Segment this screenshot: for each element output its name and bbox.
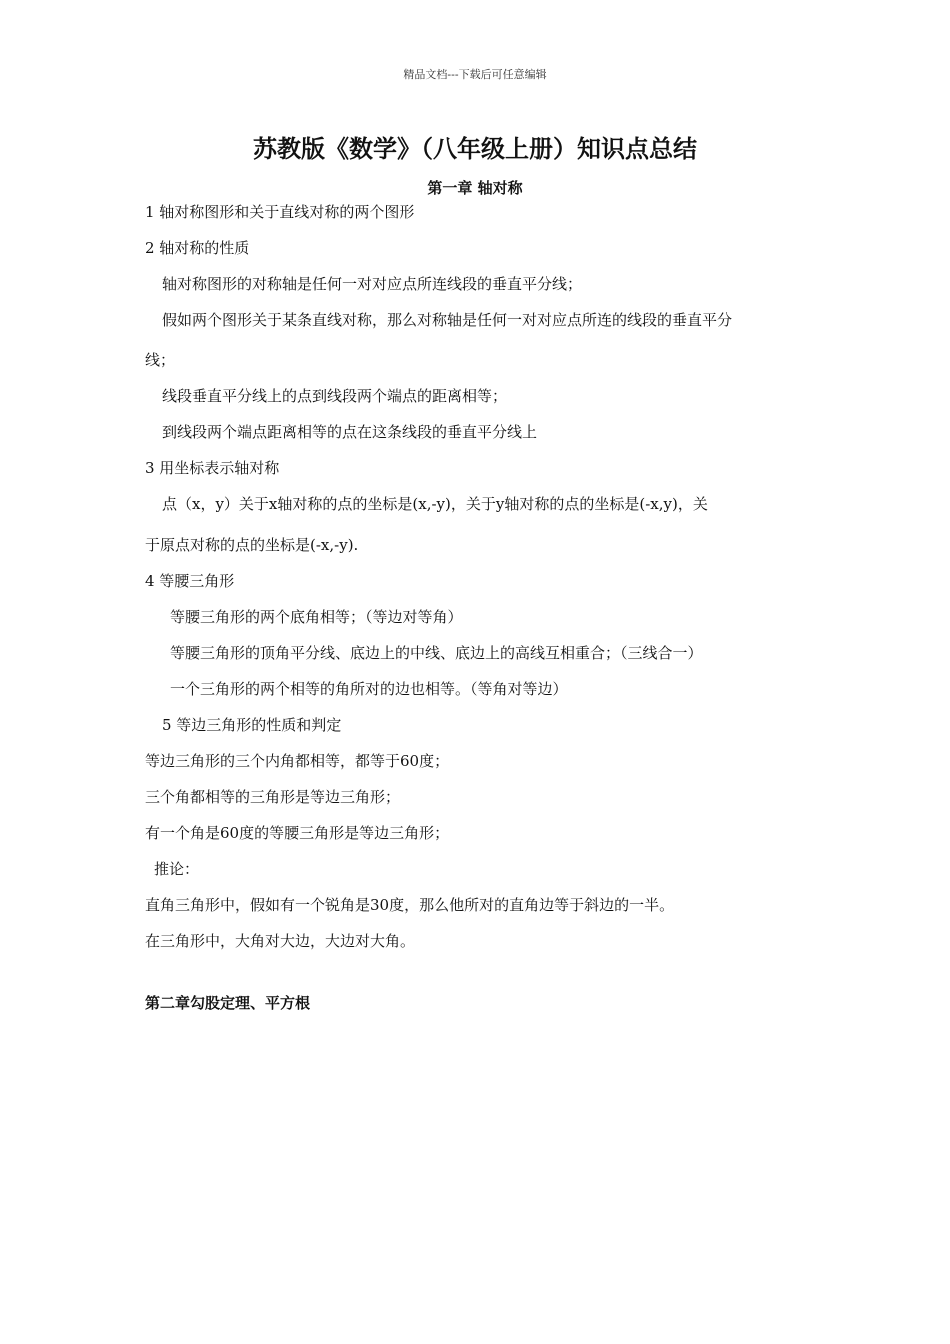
document-title: 苏教版《数学》（八年级上册）知识点总结 — [253, 135, 697, 163]
paragraph-line: 有一个角是60度的等腰三角形是等边三角形； — [145, 824, 450, 842]
section-5: 5 等边三角形的性质和判定 — [162, 716, 342, 734]
corollary-label: 推论： — [154, 860, 200, 878]
paragraph-line: 三个角都相等的三角形是等边三角形； — [145, 788, 401, 806]
paragraph-line: 于原点对称的点的坐标是(-x,-y). — [145, 536, 359, 554]
paragraph-line: 等腰三角形的顶角平分线、底边上的中线、底边上的高线互相重合；（三线合一） — [170, 644, 703, 662]
paragraph-line: 线； — [145, 351, 176, 369]
paragraph-line: 轴对称图形的对称轴是任何一对对应点所连线段的垂直平分线； — [162, 275, 583, 293]
chapter-2-heading: 第二章勾股定理、平方根 — [145, 994, 311, 1012]
section-1: 1 轴对称图形和关于直线对称的两个图形 — [145, 203, 415, 221]
paragraph-line: 点（x，y）关于x轴对称的点的坐标是(x,-y)，关于y轴对称的点的坐标是(-x,y)，关 — [162, 495, 708, 513]
paragraph-line: 等腰三角形的两个底角相等；（等边对等角） — [170, 608, 463, 626]
chapter-1-heading: 第一章 轴对称 — [427, 179, 523, 197]
paragraph-line: 在三角形中，大角对大边，大边对大角。 — [145, 932, 416, 950]
paragraph-line: 线段垂直平分线上的点到线段两个端点的距离相等； — [162, 387, 508, 405]
paragraph-line: 等边三角形的三个内角都相等，都等于60度； — [145, 752, 450, 770]
section-4: 4 等腰三角形 — [145, 572, 235, 590]
paragraph-line: 一个三角形的两个相等的角所对的边也相等。（等角对等边） — [170, 680, 568, 698]
paragraph-line: 到线段两个端点距离相等的点在这条线段的垂直平分线上 — [162, 423, 538, 441]
paragraph-line: 直角三角形中，假如有一个锐角是30度，那么他所对的直角边等于斜边的一半。 — [145, 896, 675, 914]
page-header: 精品文档---下载后可任意编辑 — [403, 68, 547, 81]
section-3: 3 用坐标表示轴对称 — [145, 459, 280, 477]
section-2: 2 轴对称的性质 — [145, 239, 250, 257]
paragraph-line: 假如两个图形关于某条直线对称，那么对称轴是任何一对对应点所连的线段的垂直平分 — [162, 311, 733, 329]
